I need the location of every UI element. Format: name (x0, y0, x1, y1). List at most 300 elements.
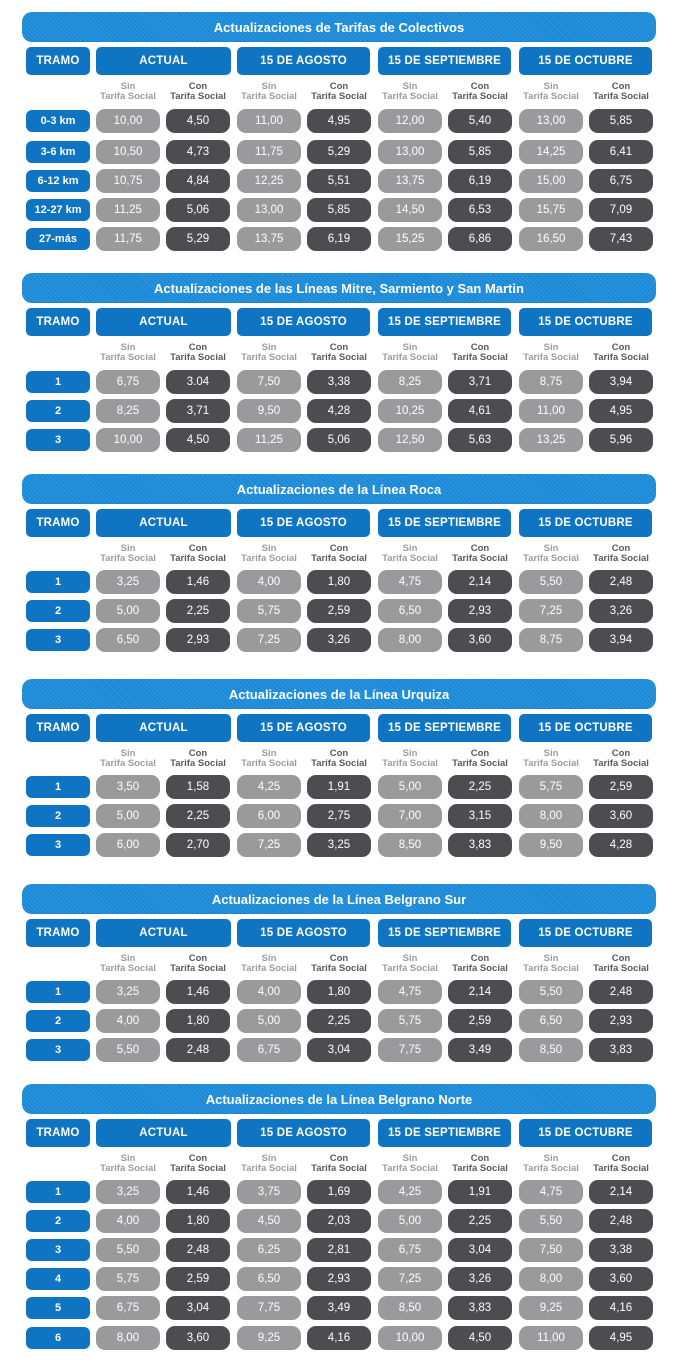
con-tarifa-social-label: Con (611, 1153, 631, 1164)
tramo-label: 6 (26, 1327, 90, 1349)
fare-cell-con-tarifa: 2,48 (589, 570, 653, 594)
con-tarifa-social-label: Tarifa Social (593, 963, 649, 974)
fare-cell-sin-tarifa: 4,75 (378, 570, 442, 594)
fare-cell-sin-tarifa: 15,00 (519, 169, 583, 193)
sin-tarifa-social-label: Tarifa Social (241, 91, 297, 102)
fare-cell-sin-tarifa: 7,75 (378, 1038, 442, 1062)
fare-cell-con-tarifa: 6,41 (589, 140, 653, 164)
period-header-octubre: 15 DE OCTUBRE (519, 47, 652, 75)
fare-cell-sin-tarifa: 11,00 (519, 399, 583, 423)
sin-tarifa-social-label: Sin (261, 748, 277, 759)
fare-cell-sin-tarifa: 13,75 (237, 227, 301, 251)
sin-tarifa-social-label: Tarifa Social (382, 1163, 438, 1174)
con-tarifa-social-label: Tarifa Social (593, 352, 649, 363)
con-tarifa-social-label: Con (611, 748, 631, 759)
fare-cell-sin-tarifa: 7,25 (519, 599, 583, 623)
period-header-agosto: 15 DE AGOSTO (237, 308, 370, 336)
period-header-octubre: 15 DE OCTUBRE (519, 919, 652, 947)
sin-tarifa-social-label: Tarifa Social (100, 91, 156, 102)
period-header-actual: ACTUAL (96, 714, 231, 742)
sin-tarifa-social-label: Tarifa Social (382, 758, 438, 769)
tramo-label: 4 (26, 1268, 90, 1290)
sin-tarifa-social-label: Sin (120, 81, 136, 92)
fare-cell-con-tarifa: 2,70 (166, 833, 230, 857)
fare-cell-con-tarifa: 1,80 (166, 1009, 230, 1033)
sin-tarifa-social-label: Sin (402, 543, 418, 554)
con-tarifa-social-label: Tarifa Social (593, 1163, 649, 1174)
con-tarifa-social-label: Tarifa Social (593, 553, 649, 564)
sin-tarifa-social-label: Tarifa Social (523, 91, 579, 102)
con-tarifa-social-label: Con (188, 748, 208, 759)
con-tarifa-social-label: Tarifa Social (311, 963, 367, 974)
fare-cell-sin-tarifa: 11,75 (237, 140, 301, 164)
con-tarifa-social-label: Tarifa Social (311, 553, 367, 564)
fare-cell-con-tarifa: 3,04 (448, 1238, 512, 1262)
fare-cell-con-tarifa: 1,91 (448, 1180, 512, 1204)
sin-tarifa-social-label: Tarifa Social (241, 553, 297, 564)
fare-cell-sin-tarifa: 7,75 (237, 1296, 301, 1320)
fare-cell-con-tarifa: 3,26 (589, 599, 653, 623)
sin-tarifa-social-label: Sin (543, 81, 559, 92)
fare-cell-con-tarifa: 3,60 (166, 1326, 230, 1350)
fare-cell-con-tarifa: 3,25 (307, 833, 371, 857)
period-header-octubre: 15 DE OCTUBRE (519, 714, 652, 742)
tramo-label: 1 (26, 981, 90, 1003)
fare-cell-con-tarifa: 4,16 (307, 1326, 371, 1350)
fare-cell-sin-tarifa: 10,75 (96, 169, 160, 193)
period-header-actual: ACTUAL (96, 1119, 231, 1147)
sin-tarifa-social-label: Sin (120, 748, 136, 759)
sin-tarifa-social-label: Sin (261, 342, 277, 353)
fare-cell-sin-tarifa: 11,25 (237, 428, 301, 452)
fare-cell-sin-tarifa: 9,25 (519, 1296, 583, 1320)
sin-tarifa-social-label: Tarifa Social (382, 963, 438, 974)
fare-cell-con-tarifa: 5,06 (166, 198, 230, 222)
fare-cell-sin-tarifa: 7,25 (237, 628, 301, 652)
fare-cell-con-tarifa: 3,94 (589, 370, 653, 394)
fare-cell-sin-tarifa: 8,50 (519, 1038, 583, 1062)
fare-cell-con-tarifa: 3,26 (448, 1267, 512, 1291)
tramo-label: 3 (26, 834, 90, 856)
sin-tarifa-social-label: Tarifa Social (523, 352, 579, 363)
fare-cell-sin-tarifa: 3,50 (96, 775, 160, 799)
fare-cell-sin-tarifa: 4,75 (378, 980, 442, 1004)
fare-cell-sin-tarifa: 4,00 (237, 980, 301, 1004)
period-header-septiembre: 15 DE SEPTIEMBRE (378, 1119, 511, 1147)
sin-tarifa-social-label: Sin (402, 342, 418, 353)
con-tarifa-social-label: Con (611, 953, 631, 964)
period-header-septiembre: 15 DE SEPTIEMBRE (378, 47, 511, 75)
fare-cell-con-tarifa: 4,28 (589, 833, 653, 857)
fare-cell-sin-tarifa: 6,75 (96, 1296, 160, 1320)
con-tarifa-social-label: Tarifa Social (170, 91, 226, 102)
con-tarifa-social-label: Con (470, 81, 490, 92)
fare-cell-con-tarifa: 3,49 (448, 1038, 512, 1062)
fare-cell-sin-tarifa: 6,25 (237, 1238, 301, 1262)
tramo-label: 2 (26, 1210, 90, 1232)
con-tarifa-social-label: Con (188, 342, 208, 353)
fare-cell-sin-tarifa: 8,00 (519, 1267, 583, 1291)
section-title-banner: Actualizaciones de Tarifas de Colectivos (22, 12, 656, 42)
sin-tarifa-social-label: Tarifa Social (100, 963, 156, 974)
fare-cell-sin-tarifa: 8,00 (519, 804, 583, 828)
fare-cell-sin-tarifa: 6,50 (519, 1009, 583, 1033)
con-tarifa-social-label: Con (188, 1153, 208, 1164)
period-header-actual: ACTUAL (96, 308, 231, 336)
section-title-banner: Actualizaciones de la Línea Roca (22, 474, 656, 504)
con-tarifa-social-label: Tarifa Social (311, 758, 367, 769)
con-tarifa-social-label: Tarifa Social (452, 1163, 508, 1174)
sin-tarifa-social-label: Tarifa Social (523, 758, 579, 769)
sin-tarifa-social-label: Sin (261, 81, 277, 92)
tramo-label: 27-más (26, 228, 90, 250)
tramo-label: 6-12 km (26, 170, 90, 192)
tramo-label: 1 (26, 571, 90, 593)
con-tarifa-social-label: Tarifa Social (170, 352, 226, 363)
fare-cell-con-tarifa: 1,46 (166, 980, 230, 1004)
fare-cell-sin-tarifa: 10,00 (96, 109, 160, 133)
tramo-label: 3 (26, 1039, 90, 1061)
con-tarifa-social-label: Con (611, 81, 631, 92)
fare-cell-con-tarifa: 3,71 (166, 399, 230, 423)
con-tarifa-social-label: Con (470, 543, 490, 554)
fare-cell-con-tarifa: 6,19 (307, 227, 371, 251)
fare-cell-sin-tarifa: 13,00 (378, 140, 442, 164)
fare-cell-sin-tarifa: 8,50 (378, 1296, 442, 1320)
tramo-header: TRAMO (26, 308, 90, 336)
period-header-agosto: 15 DE AGOSTO (237, 47, 370, 75)
con-tarifa-social-label: Con (329, 543, 349, 554)
fare-cell-sin-tarifa: 4,25 (378, 1180, 442, 1204)
fare-cell-con-tarifa: 1,69 (307, 1180, 371, 1204)
fare-cell-sin-tarifa: 5,00 (96, 599, 160, 623)
fare-cell-sin-tarifa: 7,00 (378, 804, 442, 828)
fare-cell-sin-tarifa: 10,25 (378, 399, 442, 423)
section-title-banner: Actualizaciones de la Línea Belgrano Sur (22, 884, 656, 914)
fare-cell-con-tarifa: 5,85 (589, 109, 653, 133)
fare-cell-con-tarifa: 6,53 (448, 198, 512, 222)
con-tarifa-social-label: Con (329, 953, 349, 964)
fare-cell-con-tarifa: 4,61 (448, 399, 512, 423)
fare-cell-con-tarifa: 3,83 (448, 1296, 512, 1320)
fare-cell-con-tarifa: 3,04 (166, 1296, 230, 1320)
fare-cell-con-tarifa: 4,28 (307, 399, 371, 423)
sin-tarifa-social-label: Sin (120, 953, 136, 964)
sin-tarifa-social-label: Tarifa Social (241, 758, 297, 769)
fare-cell-sin-tarifa: 5,00 (237, 1009, 301, 1033)
fare-cell-con-tarifa: 2,14 (448, 980, 512, 1004)
fare-cell-con-tarifa: 2,93 (589, 1009, 653, 1033)
con-tarifa-social-label: Tarifa Social (452, 352, 508, 363)
con-tarifa-social-label: Con (188, 543, 208, 554)
period-header-actual: ACTUAL (96, 509, 231, 537)
sin-tarifa-social-label: Sin (543, 1153, 559, 1164)
fare-cell-con-tarifa: 5,96 (589, 428, 653, 452)
fare-cell-con-tarifa: 2,93 (448, 599, 512, 623)
fare-cell-con-tarifa: 6,19 (448, 169, 512, 193)
fare-cell-sin-tarifa: 5,75 (519, 775, 583, 799)
con-tarifa-social-label: Tarifa Social (452, 758, 508, 769)
fare-cell-con-tarifa: 2,93 (307, 1267, 371, 1291)
fare-cell-sin-tarifa: 13,00 (237, 198, 301, 222)
fare-cell-sin-tarifa: 5,50 (519, 1209, 583, 1233)
tramo-label: 2 (26, 805, 90, 827)
fare-cell-sin-tarifa: 6,75 (96, 370, 160, 394)
fare-cell-con-tarifa: 1,58 (166, 775, 230, 799)
fare-cell-sin-tarifa: 10,00 (378, 1326, 442, 1350)
fare-cell-sin-tarifa: 4,00 (96, 1009, 160, 1033)
fare-cell-sin-tarifa: 10,50 (96, 140, 160, 164)
fare-cell-sin-tarifa: 8,75 (519, 628, 583, 652)
fare-cell-con-tarifa: 3.04 (166, 370, 230, 394)
con-tarifa-social-label: Tarifa Social (170, 553, 226, 564)
fare-cell-sin-tarifa: 6,00 (96, 833, 160, 857)
sin-tarifa-social-label: Tarifa Social (100, 1163, 156, 1174)
fare-cell-con-tarifa: 4,50 (166, 109, 230, 133)
sin-tarifa-social-label: Sin (402, 748, 418, 759)
tramo-label: 1 (26, 1181, 90, 1203)
con-tarifa-social-label: Con (188, 81, 208, 92)
period-header-actual: ACTUAL (96, 47, 231, 75)
fare-cell-sin-tarifa: 3,25 (96, 980, 160, 1004)
period-header-septiembre: 15 DE SEPTIEMBRE (378, 919, 511, 947)
fare-cell-con-tarifa: 4,95 (589, 1326, 653, 1350)
tramo-header: TRAMO (26, 47, 90, 75)
fare-cell-con-tarifa: 1,91 (307, 775, 371, 799)
fare-cell-con-tarifa: 3,60 (589, 1267, 653, 1291)
period-header-octubre: 15 DE OCTUBRE (519, 509, 652, 537)
fare-cell-con-tarifa: 1,80 (166, 1209, 230, 1233)
section-title-banner: Actualizaciones de la Línea Belgrano Norte (22, 1084, 656, 1114)
con-tarifa-social-label: Tarifa Social (311, 352, 367, 363)
con-tarifa-social-label: Tarifa Social (452, 553, 508, 564)
fare-cell-con-tarifa: 4,50 (166, 428, 230, 452)
fare-cell-con-tarifa: 2,14 (589, 1180, 653, 1204)
tramo-header: TRAMO (26, 509, 90, 537)
tramo-header: TRAMO (26, 919, 90, 947)
fare-cell-con-tarifa: 7,09 (589, 198, 653, 222)
fare-cell-sin-tarifa: 4,50 (237, 1209, 301, 1233)
con-tarifa-social-label: Con (470, 748, 490, 759)
sin-tarifa-social-label: Sin (261, 1153, 277, 1164)
sin-tarifa-social-label: Sin (543, 748, 559, 759)
tramo-label: 0-3 km (26, 110, 90, 132)
fare-cell-con-tarifa: 4,73 (166, 140, 230, 164)
fare-cell-con-tarifa: 6,75 (589, 169, 653, 193)
tramo-label: 3-6 km (26, 141, 90, 163)
sin-tarifa-social-label: Tarifa Social (241, 352, 297, 363)
sin-tarifa-social-label: Sin (261, 543, 277, 554)
con-tarifa-social-label: Tarifa Social (170, 758, 226, 769)
fare-cell-sin-tarifa: 12,00 (378, 109, 442, 133)
fare-cell-sin-tarifa: 3,25 (96, 1180, 160, 1204)
tramo-label: 2 (26, 600, 90, 622)
fare-cell-con-tarifa: 3,94 (589, 628, 653, 652)
fare-cell-con-tarifa: 2,25 (166, 804, 230, 828)
fare-cell-con-tarifa: 1,80 (307, 980, 371, 1004)
sin-tarifa-social-label: Sin (543, 342, 559, 353)
sin-tarifa-social-label: Sin (120, 1153, 136, 1164)
fare-cell-sin-tarifa: 13,25 (519, 428, 583, 452)
fare-cell-sin-tarifa: 9,50 (237, 399, 301, 423)
sin-tarifa-social-label: Sin (543, 543, 559, 554)
fare-cell-con-tarifa: 2,81 (307, 1238, 371, 1262)
fare-cell-sin-tarifa: 5,50 (96, 1238, 160, 1262)
con-tarifa-social-label: Tarifa Social (593, 91, 649, 102)
sin-tarifa-social-label: Tarifa Social (523, 963, 579, 974)
tramo-label: 5 (26, 1297, 90, 1319)
sin-tarifa-social-label: Sin (261, 953, 277, 964)
tramo-label: 12-27 km (26, 199, 90, 221)
fare-cell-sin-tarifa: 4,75 (519, 1180, 583, 1204)
fare-cell-con-tarifa: 2,59 (166, 1267, 230, 1291)
fare-cell-sin-tarifa: 7,50 (519, 1238, 583, 1262)
fare-cell-con-tarifa: 3,04 (307, 1038, 371, 1062)
fare-cell-con-tarifa: 2,25 (166, 599, 230, 623)
section-title-banner: Actualizaciones de las Líneas Mitre, Sarmiento y San Martin (22, 273, 656, 303)
con-tarifa-social-label: Tarifa Social (170, 1163, 226, 1174)
sin-tarifa-social-label: Tarifa Social (382, 91, 438, 102)
period-header-agosto: 15 DE AGOSTO (237, 1119, 370, 1147)
fare-cell-sin-tarifa: 3,75 (237, 1180, 301, 1204)
con-tarifa-social-label: Con (470, 342, 490, 353)
fare-cell-sin-tarifa: 5,00 (378, 775, 442, 799)
fare-cell-con-tarifa: 2,48 (166, 1238, 230, 1262)
period-header-actual: ACTUAL (96, 919, 231, 947)
sin-tarifa-social-label: Tarifa Social (241, 1163, 297, 1174)
fare-cell-sin-tarifa: 8,75 (519, 370, 583, 394)
fare-cell-con-tarifa: 3,83 (448, 833, 512, 857)
sin-tarifa-social-label: Tarifa Social (382, 553, 438, 564)
fare-cell-sin-tarifa: 12,25 (237, 169, 301, 193)
fare-cell-sin-tarifa: 5,50 (519, 980, 583, 1004)
fare-cell-sin-tarifa: 6,00 (237, 804, 301, 828)
sin-tarifa-social-label: Tarifa Social (100, 758, 156, 769)
fare-cell-con-tarifa: 2,25 (448, 1209, 512, 1233)
con-tarifa-social-label: Tarifa Social (593, 758, 649, 769)
fare-cell-con-tarifa: 1,46 (166, 570, 230, 594)
sin-tarifa-social-label: Sin (402, 953, 418, 964)
fare-cell-con-tarifa: 2,03 (307, 1209, 371, 1233)
fare-cell-con-tarifa: 3,38 (589, 1238, 653, 1262)
tramo-label: 2 (26, 1010, 90, 1032)
fare-cell-sin-tarifa: 6,75 (237, 1038, 301, 1062)
fare-cell-con-tarifa: 5,63 (448, 428, 512, 452)
period-header-septiembre: 15 DE SEPTIEMBRE (378, 714, 511, 742)
sin-tarifa-social-label: Sin (120, 543, 136, 554)
fare-cell-con-tarifa: 2,48 (166, 1038, 230, 1062)
con-tarifa-social-label: Con (329, 342, 349, 353)
fare-cell-con-tarifa: 4,16 (589, 1296, 653, 1320)
period-header-octubre: 15 DE OCTUBRE (519, 1119, 652, 1147)
section-title-banner: Actualizaciones de la Línea Urquiza (22, 679, 656, 709)
con-tarifa-social-label: Tarifa Social (452, 963, 508, 974)
fare-cell-con-tarifa: 5,51 (307, 169, 371, 193)
con-tarifa-social-label: Con (470, 1153, 490, 1164)
period-header-agosto: 15 DE AGOSTO (237, 919, 370, 947)
con-tarifa-social-label: Con (329, 81, 349, 92)
fare-cell-con-tarifa: 3,26 (307, 628, 371, 652)
fare-cell-con-tarifa: 2,75 (307, 804, 371, 828)
fare-cell-con-tarifa: 3,60 (448, 628, 512, 652)
con-tarifa-social-label: Con (611, 342, 631, 353)
fare-cell-con-tarifa: 2,93 (166, 628, 230, 652)
fare-cell-con-tarifa: 5,29 (307, 140, 371, 164)
fare-cell-con-tarifa: 5,06 (307, 428, 371, 452)
fare-cell-con-tarifa: 5,85 (448, 140, 512, 164)
fare-cell-sin-tarifa: 15,25 (378, 227, 442, 251)
fare-cell-con-tarifa: 3,60 (589, 804, 653, 828)
sin-tarifa-social-label: Tarifa Social (241, 963, 297, 974)
fare-cell-con-tarifa: 5,85 (307, 198, 371, 222)
fare-cell-sin-tarifa: 6,50 (378, 599, 442, 623)
fare-cell-sin-tarifa: 14,25 (519, 140, 583, 164)
fare-cell-con-tarifa: 2,25 (448, 775, 512, 799)
fare-cell-sin-tarifa: 4,25 (237, 775, 301, 799)
sin-tarifa-social-label: Tarifa Social (523, 553, 579, 564)
tramo-header: TRAMO (26, 714, 90, 742)
sin-tarifa-social-label: Tarifa Social (100, 553, 156, 564)
fare-cell-sin-tarifa: 5,00 (96, 804, 160, 828)
fare-cell-sin-tarifa: 10,00 (96, 428, 160, 452)
fare-cell-sin-tarifa: 11,00 (237, 109, 301, 133)
fare-cell-con-tarifa: 2,48 (589, 980, 653, 1004)
con-tarifa-social-label: Tarifa Social (311, 91, 367, 102)
sin-tarifa-social-label: Tarifa Social (523, 1163, 579, 1174)
fare-cell-sin-tarifa: 5,50 (96, 1038, 160, 1062)
fare-cell-sin-tarifa: 5,00 (378, 1209, 442, 1233)
period-header-septiembre: 15 DE SEPTIEMBRE (378, 509, 511, 537)
tramo-label: 1 (26, 776, 90, 798)
fare-cell-con-tarifa: 5,29 (166, 227, 230, 251)
sin-tarifa-social-label: Sin (402, 1153, 418, 1164)
tramo-label: 3 (26, 429, 90, 451)
sin-tarifa-social-label: Sin (543, 953, 559, 964)
fare-cell-sin-tarifa: 6,50 (96, 628, 160, 652)
fare-cell-sin-tarifa: 8,25 (96, 399, 160, 423)
fare-cell-sin-tarifa: 9,50 (519, 833, 583, 857)
tramo-header: TRAMO (26, 1119, 90, 1147)
con-tarifa-social-label: Con (470, 953, 490, 964)
fare-cell-sin-tarifa: 7,25 (237, 833, 301, 857)
fare-cell-con-tarifa: 5,40 (448, 109, 512, 133)
fare-cell-con-tarifa: 2,59 (448, 1009, 512, 1033)
fare-cell-sin-tarifa: 5,50 (519, 570, 583, 594)
fare-cell-con-tarifa: 7,43 (589, 227, 653, 251)
fare-cell-sin-tarifa: 16,50 (519, 227, 583, 251)
fare-cell-con-tarifa: 2,59 (307, 599, 371, 623)
fare-cell-sin-tarifa: 3,25 (96, 570, 160, 594)
sin-tarifa-social-label: Sin (402, 81, 418, 92)
fare-cell-sin-tarifa: 13,00 (519, 109, 583, 133)
fare-cell-sin-tarifa: 6,75 (378, 1238, 442, 1262)
fare-cell-sin-tarifa: 4,00 (96, 1209, 160, 1233)
con-tarifa-social-label: Tarifa Social (311, 1163, 367, 1174)
fare-cell-sin-tarifa: 9,25 (237, 1326, 301, 1350)
tramo-label: 1 (26, 371, 90, 393)
fare-cell-con-tarifa: 4,84 (166, 169, 230, 193)
fare-cell-sin-tarifa: 7,25 (378, 1267, 442, 1291)
sin-tarifa-social-label: Tarifa Social (382, 352, 438, 363)
fare-cell-con-tarifa: 6,86 (448, 227, 512, 251)
fare-cell-sin-tarifa: 7,50 (237, 370, 301, 394)
period-header-agosto: 15 DE AGOSTO (237, 509, 370, 537)
fare-cell-con-tarifa: 2,59 (589, 775, 653, 799)
fare-cell-con-tarifa: 4,95 (589, 399, 653, 423)
fare-cell-con-tarifa: 3,83 (589, 1038, 653, 1062)
period-header-septiembre: 15 DE SEPTIEMBRE (378, 308, 511, 336)
fare-cell-con-tarifa: 2,14 (448, 570, 512, 594)
